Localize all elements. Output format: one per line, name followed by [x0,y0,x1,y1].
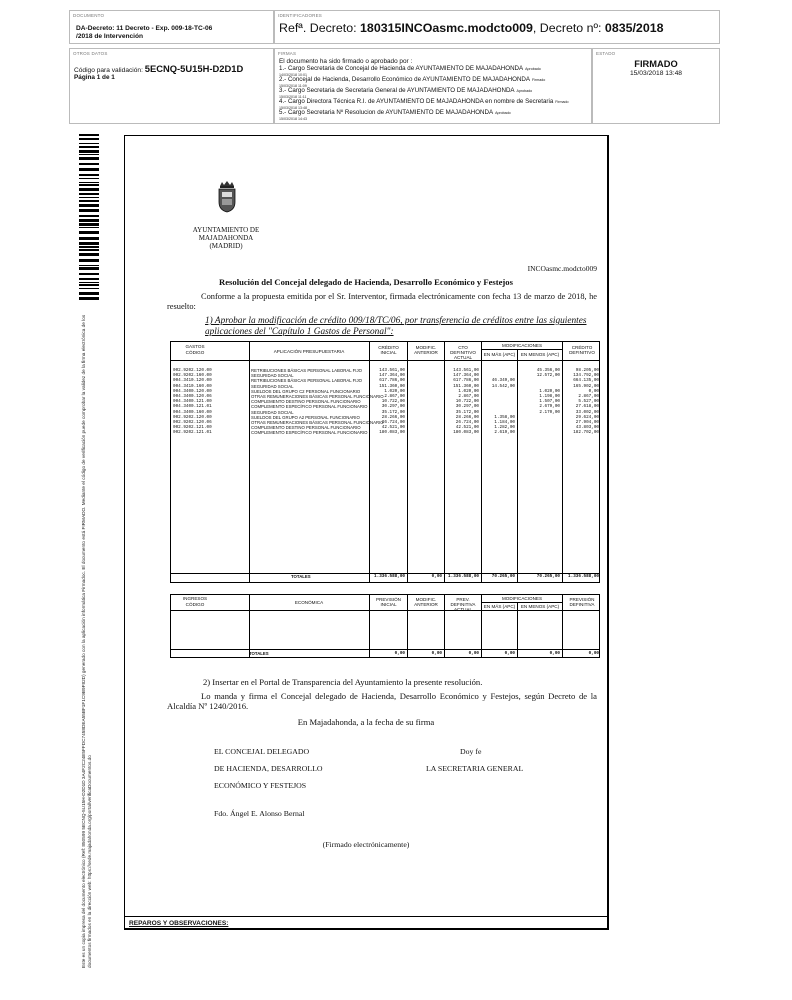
ingresos-header-prev-definitiva: PREV. DEFINITIVA ACTUAL [450,597,476,612]
municipality-line-3: (MADRID) [209,242,243,250]
cell-cd: 180.083,00 [453,430,479,436]
municipality-name [165,226,287,250]
barcode-bar [79,237,99,240]
reparos-label: REPAROS Y OBSERVACIONES: [129,920,229,927]
barcode-bar [79,292,99,295]
gastos-totals-label: TOTALES [291,574,311,579]
document-page [124,135,609,930]
barcode-bar [79,246,99,248]
ingresos-total-pi: 0,00 [394,651,405,656]
cell-desc: SEGURIDAD SOCIAL [251,383,294,389]
barcode-bar [79,223,99,226]
gastos-total-ci: 1.336.588,00 [374,574,405,579]
cell-desc: RETRIBUCIONES BÁSICAS PERSONAL LABORAL FIJO [251,378,362,384]
cell-ci: 10.722,00 [381,399,405,405]
reparos-section [125,916,607,928]
sign-left-1: EL CONCEJAL DELEGADO [214,747,310,756]
otros-label: OTROS DATOS [73,51,108,56]
cell-ci: 617.786,00 [379,378,405,384]
municipality-line-1: AYUNTAMIENTO DE [192,226,260,234]
gastos-header-aplicacion: APLICACIÓN PRESUPUESTARIA [273,349,345,354]
cell-def: 2.867,00 [578,394,599,399]
closing-paragraph: Lo manda y firma el Concejal delegado de Hacienda, Desarrollo Económico y Festejos, según Decreto de la Alcaldía Nº 1240/2016. [167,691,597,711]
barcode-bar [79,284,99,286]
cell-menos: 2.170,00 [539,409,560,415]
barcode-bar [79,188,99,191]
electronic-signature-note: (Firmado electrónicamente) [322,840,410,849]
firma-text: 5.- Cargo Secretaria Nº Resolucion de AYUNTAMIENTO DE MAJADAHONDA [279,109,494,116]
cell-def: 664.135,00 [573,378,599,384]
firma-item [279,110,591,117]
firma-text: 2.- Concejal de Hacienda, Desarrollo Económico de AYUNTAMIENTO DE MAJADAHONDA [279,76,531,83]
cell-menos: 45.356,00 [536,368,560,373]
gastos-total-def: 1.336.588,00 [568,574,599,579]
cell-cd: 10.722,00 [455,399,479,405]
gastos-header-credito-definitivo: CRÉDITO DEFINITIVO [569,345,595,355]
ingresos-total-menos: 0,00 [549,651,560,656]
ingresos-total-ma: 0,00 [431,651,442,656]
firma-item [279,77,591,84]
cell-code: 002.9202.120.06 [173,420,212,425]
validation-prefix: Código para validación: [74,67,145,74]
firma-tag: Aprobado [516,89,533,93]
validation-line [74,63,243,74]
cell-cd: 151.360,00 [453,383,479,389]
barcode-bar [79,154,99,155]
cell-ci: 26.724,00 [381,420,405,425]
firma-text: 4.- Cargo Directora Técnica R.I. de AYUNTAMIENTO DE MAJADAHONDA en nombre de Secretaria [279,98,554,105]
gastos-total-menos: 70.265,00 [536,574,560,579]
cell-def: 27.618,00 [575,404,599,410]
cell-menos: 1.507,00 [539,399,560,405]
cell-code: 004.3400.120.00 [173,388,212,394]
barcode-bar [79,278,99,280]
estado-label: ESTADO [596,51,616,56]
cell-def: 27.904,00 [575,420,599,425]
barcode-bar [79,146,99,148]
cell-mas: 14.542,00 [491,383,515,389]
cell-def: 43.803,00 [575,425,599,431]
cell-desc: SUELDOS DEL GRUPO C2 PERSONAL FUNCIONARIO [251,388,361,394]
cell-desc: COMPLEMENTO DESTINO PERSONAL FUNCIONARIO [251,425,361,431]
barcode-bar [79,200,99,202]
cell-def: 5.527,00 [578,399,599,405]
firma-text: 1.- Cargo Secretaria de Concejal de Hacienda de AYUNTAMIENTO DE MAJADAHONDA [279,65,524,72]
ingresos-header-prevision-inicial: PREVISIÓN INICIAL [375,597,402,607]
gastos-total-mas: 70.265,00 [491,574,515,579]
cell-def: 134.792,00 [573,373,599,379]
barcode-bar [79,265,99,266]
gastos-header-credito-inicial: CRÉDITO INICIAL [378,345,399,355]
ingresos-table [170,594,600,658]
ingresos-total-pd: 0,00 [468,651,479,656]
cell-ci: 30.297,00 [381,404,405,410]
cell-code: 002.9202.120.00 [173,414,212,420]
cell-ci: 147.364,00 [379,373,405,379]
side-verification-text [81,308,101,968]
point-2: 2) Insertar en el Portal de Transparencia del Ayuntamiento la presente resolución. [203,677,483,687]
cell-code: 002.9202.121.00 [173,425,212,431]
barcode-bar [79,168,99,171]
ref-mid: , Decreto nº: [532,21,605,35]
table-row [171,430,601,435]
firma-tag: Aprobado [495,111,511,115]
gastos-total-cd: 1.336.588,00 [448,574,479,579]
decree-reference [279,21,664,35]
firma-tag: Firmado [555,100,569,104]
firma-date: 15/03/2018 11:11 [279,94,307,99]
cell-desc: COMPLEMENTO ESPECÍFICO PERSONAL FUNCIONARIO [251,404,368,410]
header-otros-box [69,48,274,124]
barcode-bar [79,150,99,153]
cell-mas: 1.358,00 [494,414,515,420]
gastos-header-modific-anterior: MODIFIC. ANTERIOR [414,345,438,355]
sign-left-2: DE HACIENDA, DESARROLLO [214,764,323,773]
cell-ci: 42.521,00 [381,425,405,431]
cell-ci: 2.867,00 [384,394,405,399]
barcode-bar [79,219,99,222]
cell-desc: COMPLEMENTO DESTINO PERSONAL FUNCIONARIO [251,399,361,405]
header-estado-box [592,48,720,124]
firma-date: 14/03/2018 10:01 [279,72,307,77]
cell-cd: 147.364,00 [453,373,479,379]
firma-tag: Firmado [532,78,546,82]
cell-mas: 1.282,00 [494,425,515,431]
place-date: En Majadahonda, a la fecha de su firma [297,717,435,727]
cell-def: 33.002,00 [575,409,599,415]
cell-cd: 26.724,00 [455,420,479,425]
document-value-1: DA-Decreto: 11 Decreto - Exp. 009-18-TC-06 [76,25,213,32]
ingresos-header-en-mas: EN MÁS (APC) [483,604,516,609]
identifiers-label: IDENTIFICADORES [278,13,323,18]
cell-ci: 151.360,00 [379,383,405,389]
firma-date: 15/03/2018 14:43 [279,116,307,121]
barcode-bar [79,215,99,217]
cell-cd: 617.786,00 [453,378,479,384]
ingresos-header-ingresos: INGRESOS [182,596,208,601]
coat-of-arms-icon [216,178,238,214]
estado-date: 15/03/2018 13:48 [629,70,683,77]
firma-date: 15/03/2018 13:48 [279,105,307,110]
firma-item [279,99,591,106]
gastos-header-en-menos: EN MENOS (APC) [520,352,560,357]
ingresos-header-economica: ECONÓMICA [294,600,324,605]
cell-mas: 2.619,00 [494,430,515,436]
barcode-bar [79,197,99,198]
cell-cd: 35.172,00 [455,409,479,415]
gastos-table [170,341,600,583]
barcode-bar [79,273,99,275]
firma-text: 3.- Cargo Secretaria de Secretaria General de AYUNTAMIENTO DE MAJADAHONDA [279,87,515,94]
cell-menos: 1.020,00 [539,388,560,394]
gastos-header-gastos: GASTOS [185,344,205,349]
sign-right-1: Doy fe [460,747,482,756]
cell-desc: SUELDOS DEL GRUPO A2 PERSONAL FUNCIONARIO [251,414,360,420]
barcode-bar [79,249,99,251]
sign-right-2: LA SECRETARIA GENERAL [426,764,524,773]
resolution-title: Resolución del Concejal delegado de Hacienda, Desarrollo Económico y Festejos [219,277,513,287]
cell-cd: 28.266,00 [455,414,479,420]
ingresos-totals-row [171,651,601,656]
firma-tag: Aprobado [525,67,541,71]
barcode-bar [79,193,99,195]
cell-cd: 2.867,00 [458,394,479,399]
ref-code: 180315INCOasmc.modcto009 [360,21,533,35]
firma-item [279,66,591,73]
ingresos-header-modific-anterior: MODIFIC. ANTERIOR [414,597,438,607]
sign-left-3: ECONÓMICO Y FESTEJOS [214,781,307,790]
header-identifiers-box [274,10,720,44]
ingresos-header-modificaciones: MODIFICACIONES [501,596,543,601]
gastos-header-codigo: CÓDIGO [185,350,205,355]
barcode-bar [79,138,99,140]
cell-code: 004.3400.160.00 [173,409,212,415]
ingresos-header-codigo: CÓDIGO [185,602,205,607]
municipality-line-2: MAJADAHONDA [198,234,254,242]
barcode-bar [79,178,99,179]
barcode-bar [79,184,99,186]
document-value-2: /2018 de Intervención [76,33,144,40]
cell-cd: 143.561,00 [453,368,479,373]
cell-cd: 30.297,00 [455,404,479,410]
ref-prefix: Refª. Decreto: [279,21,361,35]
firmas-list [279,66,591,121]
cell-mas: 1.184,00 [494,420,515,425]
barcode-bar [79,227,99,228]
validation-code: 5ECNQ-5U15H-D2D1D [144,63,244,74]
header-firmas-box [274,48,592,124]
barcode-bar [79,134,99,136]
intro-paragraph: Conforme a la propuesta emitida por el Sr. Interventor, firmada electrónicamente con fecha 13 de marzo de 2018, he resuelto: [167,292,597,311]
barcode [77,132,101,302]
barcode-bar [79,182,99,183]
barcode-bar [79,282,99,283]
signer-name: Fdo. Ángel E. Alonso Bernal [214,809,305,818]
ingresos-header-prevision-definitiva: PREVISIÓN DEFINITIVA [569,597,595,607]
gastos-total-ma: 0,00 [431,574,442,579]
cell-ci: 1.020,00 [384,388,405,394]
barcode-bar [79,259,99,262]
cell-ci: 180.083,00 [379,430,405,436]
cell-code: 002.9202.160.00 [173,373,212,379]
cell-cd: 1.020,00 [458,388,479,394]
barcode-bar [79,174,99,176]
ingresos-totals-label: TOTALES [249,651,269,656]
decree-number: 0835/2018 [604,21,664,35]
ingresos-total-def: 0,00 [588,651,599,656]
gastos-header-cto-definitivo: CTO DEFINITIVO ACTUAL [450,345,476,360]
barcode-bar [79,267,99,270]
barcode-bar [79,209,99,212]
cell-ci: 28.266,00 [381,414,405,420]
side-text: Este es un copia impresa del documento electrónico (Ref: 850599 5ECNQ-5U15H-D2D1D 3A4F2C24E5FFDC7458DEA55BF1F1C9B9F82D) generado con la aplicación informática Firmadoc. El documento está FIRMADO. Mediante el código de verificación puede comprobar la validez de la firma electrónica de los documentos firmados en la dirección web: https://sede.majadahonda.org/portal/verificaDocumentos.do [81,314,92,968]
barcode-bar [79,157,99,160]
cell-desc: OTRAS REMUNERACIONES BÁSICAS PERSONAL FUNCIONARIO [251,394,384,399]
cell-code: 002.9202.120.00 [173,368,212,373]
firmas-label: FIRMAS [278,51,297,56]
cell-code: 004.3400.121.00 [173,399,212,405]
estado-value: FIRMADO [634,59,678,69]
cell-def: 182.702,00 [573,430,599,436]
ingresos-total-mas: 0,00 [504,651,515,656]
barcode-bar [79,204,99,207]
barcode-bar [79,143,99,144]
gastos-header-modificaciones: MODIFICACIONES [501,343,543,348]
firma-item [279,88,591,95]
page-info: Página 1 de 1 [74,74,115,81]
cell-menos: 2.679,00 [539,404,560,410]
document-label: DOCUMENTO [73,13,105,18]
cell-def: 0,00 [588,388,599,394]
cell-ci: 143.561,00 [379,368,405,373]
barcode-bar [79,163,99,165]
cell-code: 004.3410.160.00 [173,383,212,389]
cell-mas: 46.349,00 [491,378,515,384]
cell-def: 165.902,00 [573,383,599,389]
firmas-intro: El documento ha sido firmado o aprobado por : [279,58,413,65]
cell-ci: 35.172,00 [381,409,405,415]
cell-code: 002.9202.121.01 [173,430,212,436]
barcode-bar [79,231,99,234]
barcode-bar [79,242,99,245]
cell-desc: OTRAS REMUNERACIONES BÁSICAS PERSONAL FUNCIONARIO [251,420,384,425]
cell-code: 004.3400.121.01 [173,404,212,410]
cell-code: 004.3410.120.00 [173,378,212,384]
header-document-box [69,10,274,44]
barcode-bar [79,297,99,300]
cell-desc: SEGURIDAD SOCIAL [251,373,294,379]
firma-date: 15/03/2018 11:09 [279,83,307,88]
cell-desc: SEGURIDAD SOCIAL [251,409,294,415]
cell-code: 004.3400.120.06 [173,394,212,399]
point-1: 1) Aprobar la modificación de crédito 009/18/TC/06, por transferencia de créditos entre las siguientes aplicaciones del "Capítulo 1 Gastos de Personal": [205,316,587,337]
barcode-bar [79,288,99,289]
gastos-header-en-mas: EN MÁS (APC) [483,352,516,357]
cell-desc: COMPLEMENTO ESPECÍFICO PERSONAL FUNCIONARIO [251,430,368,436]
cell-desc: RETRIBUCIONES BÁSICAS PERSONAL LABORAL FIJO [251,368,362,373]
barcode-bar [79,253,99,256]
cell-menos: 12.572,00 [536,373,560,379]
gastos-totals-row [171,574,601,579]
cell-def: 29.624,00 [575,414,599,420]
cell-cd: 42.521,00 [455,425,479,431]
cell-def: 98.205,00 [575,368,599,373]
cell-menos: 1.198,00 [539,394,560,399]
ingresos-header-en-menos: EN MENOS (APC) [520,604,560,609]
ref-code-text: INCOasmc.modcto009 [527,264,597,273]
